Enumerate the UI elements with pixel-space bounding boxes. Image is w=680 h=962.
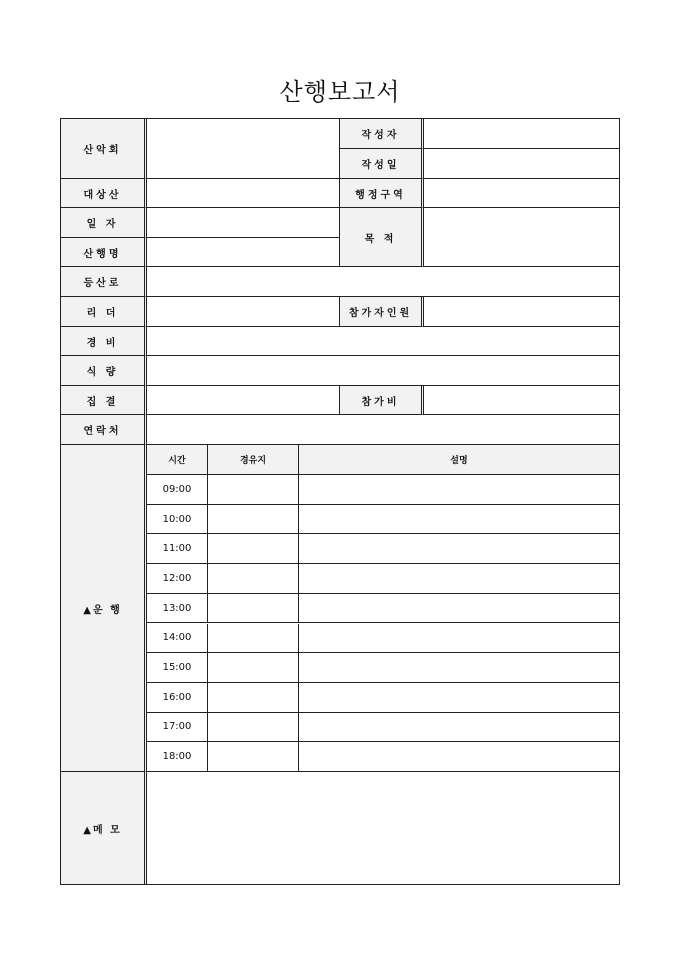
label-memo: ▲메 모	[61, 772, 147, 884]
schedule-time-cell: 17:00	[147, 713, 208, 743]
participants-field[interactable]	[424, 297, 619, 327]
label-leader: 리 더	[61, 297, 147, 327]
leader-field[interactable]	[147, 297, 340, 327]
mountain-field[interactable]	[147, 179, 340, 208]
label-purpose: 목 적	[340, 208, 424, 267]
meeting-field[interactable]	[147, 386, 340, 415]
schedule-description-cell[interactable]	[299, 594, 619, 624]
label-date-written: 작성일	[340, 149, 424, 179]
schedule-description-cell[interactable]	[299, 683, 619, 713]
meal-field[interactable]	[147, 356, 619, 386]
schedule-waypoint-cell[interactable]	[208, 534, 299, 564]
schedule-header-time: 시간	[147, 445, 208, 475]
label-route: 등산로	[61, 267, 147, 297]
schedule-time-cell: 10:00	[147, 505, 208, 535]
schedule-waypoint-cell[interactable]	[208, 683, 299, 713]
label-contact: 연락처	[61, 415, 147, 445]
schedule-waypoint-cell[interactable]	[208, 594, 299, 624]
label-fee: 참가비	[340, 386, 424, 415]
schedule-waypoint-cell[interactable]	[208, 475, 299, 505]
label-meal: 식 량	[61, 356, 147, 386]
schedule-waypoint-cell[interactable]	[208, 653, 299, 683]
label-club: 산악회	[61, 119, 147, 179]
schedule-time-cell: 15:00	[147, 653, 208, 683]
label-cost: 경 비	[61, 327, 147, 356]
label-hike-name: 산행명	[61, 238, 147, 267]
schedule-time-cell: 09:00	[147, 475, 208, 505]
hike-name-field[interactable]	[147, 238, 340, 267]
contact-field[interactable]	[147, 415, 619, 445]
schedule-waypoint-cell[interactable]	[208, 564, 299, 594]
club-field[interactable]	[147, 119, 340, 179]
schedule-waypoint-cell[interactable]	[208, 713, 299, 743]
label-author: 작성자	[340, 119, 424, 149]
author-field[interactable]	[424, 119, 619, 149]
schedule-description-cell[interactable]	[299, 653, 619, 683]
schedule-description-cell[interactable]	[299, 564, 619, 594]
route-field[interactable]	[147, 267, 619, 297]
label-meeting: 집 결	[61, 386, 147, 415]
report-form	[60, 118, 620, 885]
cost-field[interactable]	[147, 327, 619, 356]
schedule-time-cell: 18:00	[147, 742, 208, 772]
schedule-time-cell: 16:00	[147, 683, 208, 713]
schedule-description-cell[interactable]	[299, 534, 619, 564]
schedule-time-cell: 11:00	[147, 534, 208, 564]
schedule-header-waypoint: 경유지	[208, 445, 299, 475]
schedule-description-cell[interactable]	[299, 624, 619, 654]
schedule-waypoint-cell[interactable]	[208, 742, 299, 772]
page-title: 산행보고서	[279, 78, 401, 106]
memo-field[interactable]	[147, 772, 619, 884]
schedule-waypoint-cell[interactable]	[208, 624, 299, 654]
label-mountain: 대상산	[61, 179, 147, 208]
label-operation: ▲운 행	[61, 445, 147, 772]
label-date: 일 자	[61, 208, 147, 238]
fee-field[interactable]	[424, 386, 619, 415]
schedule-time-cell: 13:00	[147, 594, 208, 624]
schedule-description-cell[interactable]	[299, 742, 619, 772]
label-region: 행정구역	[340, 179, 424, 208]
date-written-field[interactable]	[424, 149, 619, 179]
schedule-header-description: 설명	[299, 445, 619, 475]
date-field[interactable]	[147, 208, 340, 238]
schedule-description-cell[interactable]	[299, 713, 619, 743]
schedule-waypoint-cell[interactable]	[208, 505, 299, 535]
purpose-field[interactable]	[424, 208, 619, 267]
region-field[interactable]	[424, 179, 619, 208]
schedule-time-cell: 12:00	[147, 564, 208, 594]
label-participants: 참가자인원	[340, 297, 424, 327]
schedule-description-cell[interactable]	[299, 475, 619, 505]
schedule-time-cell: 14:00	[147, 624, 208, 654]
schedule-description-cell[interactable]	[299, 505, 619, 535]
